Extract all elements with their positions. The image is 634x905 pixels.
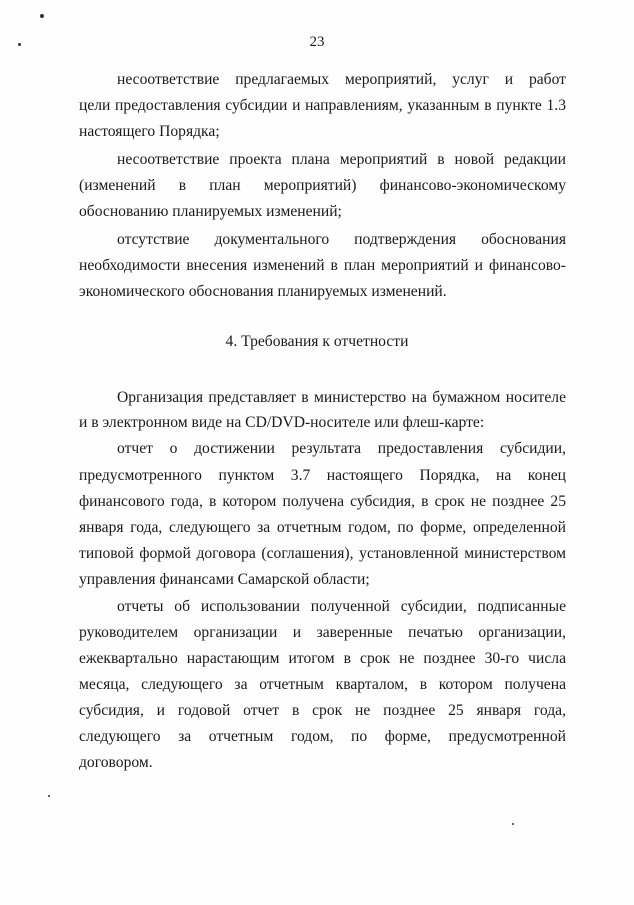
scan-speck — [512, 823, 514, 825]
scan-speck — [40, 14, 44, 18]
text-line: настоящего Порядка; — [79, 123, 220, 140]
text-line: финансового года, в котором получена субсидия, в срок не позднее 25 — [79, 493, 566, 510]
text-line: отсутствие документального подтверждения обоснования — [117, 231, 566, 248]
text-line: ежеквартально нарастающим итогом в срок не позднее 30-го числа — [79, 650, 566, 667]
scan-speck — [48, 795, 50, 797]
text-line: (изменений в план мероприятий) финансово-экономическому — [79, 177, 566, 194]
text-line: и в электронном виде на CD/DVD-носителе или флеш-карте: — [79, 414, 485, 431]
text-line: несоответствие проекта плана мероприятий в новой редакции — [117, 151, 566, 168]
text-line: января года, следующего за отчетным годом, по форме, определенной — [79, 519, 566, 536]
text-line: цели предоставления субсидии и направлениям, указанным в пункте 1.3 — [79, 97, 566, 114]
text-line: необходимости внесения изменений в план мероприятий и финансово- — [79, 257, 566, 274]
text-line: несоответствие предлагаемых мероприятий, услуг и работ — [117, 71, 566, 88]
text-line: управления финансами Самарской области; — [79, 571, 370, 588]
text-line: руководителем организации и заверенные печатью организации, — [79, 624, 566, 641]
page-number: 23 — [309, 34, 325, 50]
text-line: обоснованию планируемых изменений; — [79, 203, 342, 220]
text-line: экономического обоснования планируемых изменений. — [79, 283, 447, 300]
text-line: типовой формой договора (соглашения), установленной министерством — [79, 545, 566, 562]
text-line: месяца, следующего за отчетным кварталом, в котором получена — [79, 676, 566, 693]
text-line: Организация представляет в министерство на бумажном носителе — [117, 389, 566, 406]
text-line: отчеты об использовании полученной субсидии, подписанные — [117, 598, 566, 615]
text-line: договором. — [79, 754, 153, 771]
text-line: предусмотренного пунктом 3.7 настоящего Порядка, на конец — [79, 467, 566, 484]
section-heading: 4. Требования к отчетности — [225, 333, 409, 350]
text-line: субсидия, и годовой отчет в срок не позднее 25 января года, — [79, 702, 566, 719]
text-line: отчет о достижении результата предоставления субсидии, — [117, 440, 566, 457]
text-line: следующего за отчетным годом, по форме, предусмотренной — [79, 728, 566, 745]
